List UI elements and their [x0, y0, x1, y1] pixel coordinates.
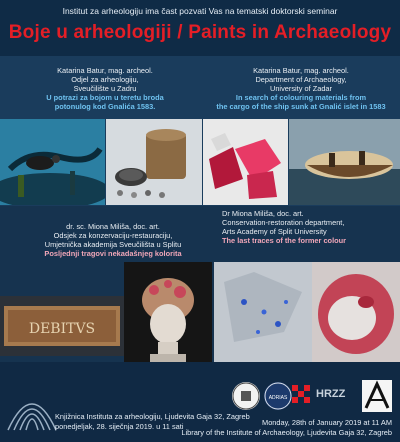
speaker-university: Arts Academy of Split University: [222, 227, 327, 236]
speaker2-english: [222, 209, 398, 245]
speaker-name: dr. sc. Miona Miliša, doc. art.: [66, 222, 160, 231]
intro-text: Institut za arheologiju ima čast pozvati Vas na tematski doktorski seminar: [62, 6, 338, 16]
underwater-diver-photo: [0, 119, 105, 205]
ship-replica-photo: [289, 119, 400, 205]
pigment-samples-photo: [203, 119, 288, 205]
speaker-dept: Odjel za arheologiju,: [71, 75, 139, 84]
footer-date-hr: ponedjeljak, 28. siječnja 2019. u 11 sati: [55, 421, 184, 431]
arches-decoration-icon: [6, 372, 58, 432]
footer-location-hr: Knjižnica Instituta za arheologiju, Ljudevita Gaja 32, Zagreb: [55, 412, 250, 421]
blue-pigment-closeup-photo: [214, 262, 312, 377]
footer-location-en: Library of the Institute of Archaeology, Ljudevita Gaja 32, Zagreb: [181, 427, 392, 437]
hrzz-checker-icon: [292, 385, 312, 405]
stone-inscription-photo: [0, 296, 124, 356]
talk-title: Posljednji tragovi nekadašnjeg kolorita: [44, 249, 182, 258]
speaker-university: University of Zadar: [269, 84, 333, 93]
institute-emblem-icon: [232, 382, 260, 410]
speaker-university: Umjetnička akademija Sveučilišta u Splitu: [44, 240, 182, 249]
inscription-text: DEBITVS: [28, 321, 96, 337]
talk-title-line2: the cargo of the ship sunk at Gnalić islet in 1583: [216, 102, 386, 111]
speaker1-croatian: [12, 66, 198, 111]
speaker1-english: [208, 66, 394, 111]
hrzz-logo-text: HRZZ: [316, 388, 346, 400]
sculpture-head-photo: [124, 262, 212, 377]
speaker2-croatian: [20, 222, 206, 258]
speaker-name: Katarina Batur, mag. archeol.: [253, 66, 349, 75]
footer-english: [172, 418, 392, 437]
red-pigment-closeup-photo: [312, 262, 400, 377]
adrias-logo-label: ADRIAS: [268, 395, 288, 401]
speaker-name: Dr Miona Miliša, doc. art.: [222, 209, 304, 218]
speaker-dept: Department of Archaeology,: [255, 75, 347, 84]
speaker-dept: Conservation-restoration department,: [222, 218, 345, 227]
speaker-dept: Odsjek za konzervaciju-restauraciju,: [53, 231, 173, 240]
academy-logo-icon: [362, 380, 392, 412]
footer-date-en: Monday, 28th of January 2019 at 11 AM: [262, 418, 392, 427]
talk-title-line1: In search of colouring materials from: [235, 93, 367, 102]
adrias-logo-icon: [264, 382, 292, 410]
speaker-university: Sveučilište u Zadru: [73, 84, 137, 93]
talk-title-line1: U potrazi za bojom u teretu broda: [46, 93, 164, 102]
talk-title-line2: potonulog kod Gnalića 1583.: [54, 102, 156, 111]
speaker-name: Katarina Batur, mag. archeol.: [57, 66, 153, 75]
artifacts-photo: [106, 119, 202, 205]
talk-title: The last traces of the former colour: [222, 236, 347, 245]
poster-title: Boje u arheologiji / Paints in Archaeology: [8, 22, 392, 43]
